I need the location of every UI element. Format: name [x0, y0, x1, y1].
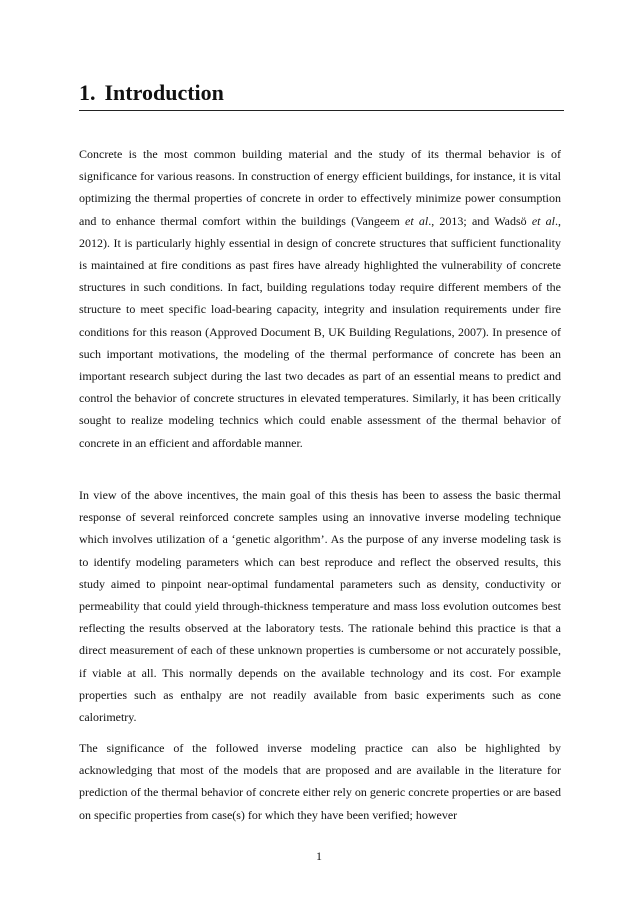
paragraph-1: [79, 143, 561, 454]
paragraph-3: The significance of the followed inverse modeling practice can also be highlighted by acknowledging that most of the models that are proposed and are available in the literature for prediction of the thermal behavior of concrete either rely on generic concrete properties or are based on specific properties from case(s) for which they have been verified; however: [79, 741, 561, 822]
page-number: 1: [316, 849, 322, 863]
paragraph-1-part-a: Concrete is the most common building material and the study of its thermal behavior is of significance for various reasons. In construction of energy efficient buildings, for instance, it is vital optimizing the thermal properties of concrete in order to effectively minimize power consumption and to enhance thermal comfort within the buildings (Vangeem: [79, 147, 561, 228]
paragraph-1-part-c: ., 2012). It is particularly highly essential in design of concrete structures that sufficient functionality is maintained at fire conditions as past fires have already highlighted the vulnerability of concrete structures in such conditions. In fact, building regulations today require different members of the structure to meet specific load-bearing capacity, integrity and insulation requirements under fire conditions for this reason (Approved Document B, UK Building Regulations, 2007). In presence of such important motivations, the modeling of the thermal performance of concrete has been an important research subject during the last two decades as part of an essential means to predict and control the behavior of concrete structures in elevated temperatures. Similarly, it has been critically sought to realize modeling technics which could enable assessment of the thermal behavior of concrete in an efficient and affordable manner.: [79, 213, 562, 450]
section-heading: [79, 78, 564, 111]
section-title: Introduction: [104, 80, 224, 105]
section-number: 1.: [79, 80, 96, 105]
citation-et-al-1: et al: [405, 213, 429, 228]
paragraph-2: In view of the above incentives, the main goal of this thesis has been to assess the basic thermal response of several reinforced concrete samples using an innovative inverse modeling technique which involves utilization of a ‘genetic algorithm’. As the purpose of any inverse modeling task is to identify modeling parameters which can best reproduce and reflect the observed results, this study aimed to pinpoint near-optimal fundamental parameters such as density, conductivity or permeability that could yield through-thickness temperature and mass loss evolution outcomes best reflecting the results observed at the laboratory tests. The rationale behind this practice is that a direct measurement of each of these unknown properties is cumbersome or not accurately possible, if viable at all. This normally depends on the available technology and its cost. For example properties such as enthalpy are not readily available from basic experiments such as cone calorimetry.: [79, 488, 561, 725]
paragraph-1-part-b: ., 2013; and Wadsö: [428, 213, 532, 228]
citation-et-al-2: et al: [531, 213, 556, 228]
